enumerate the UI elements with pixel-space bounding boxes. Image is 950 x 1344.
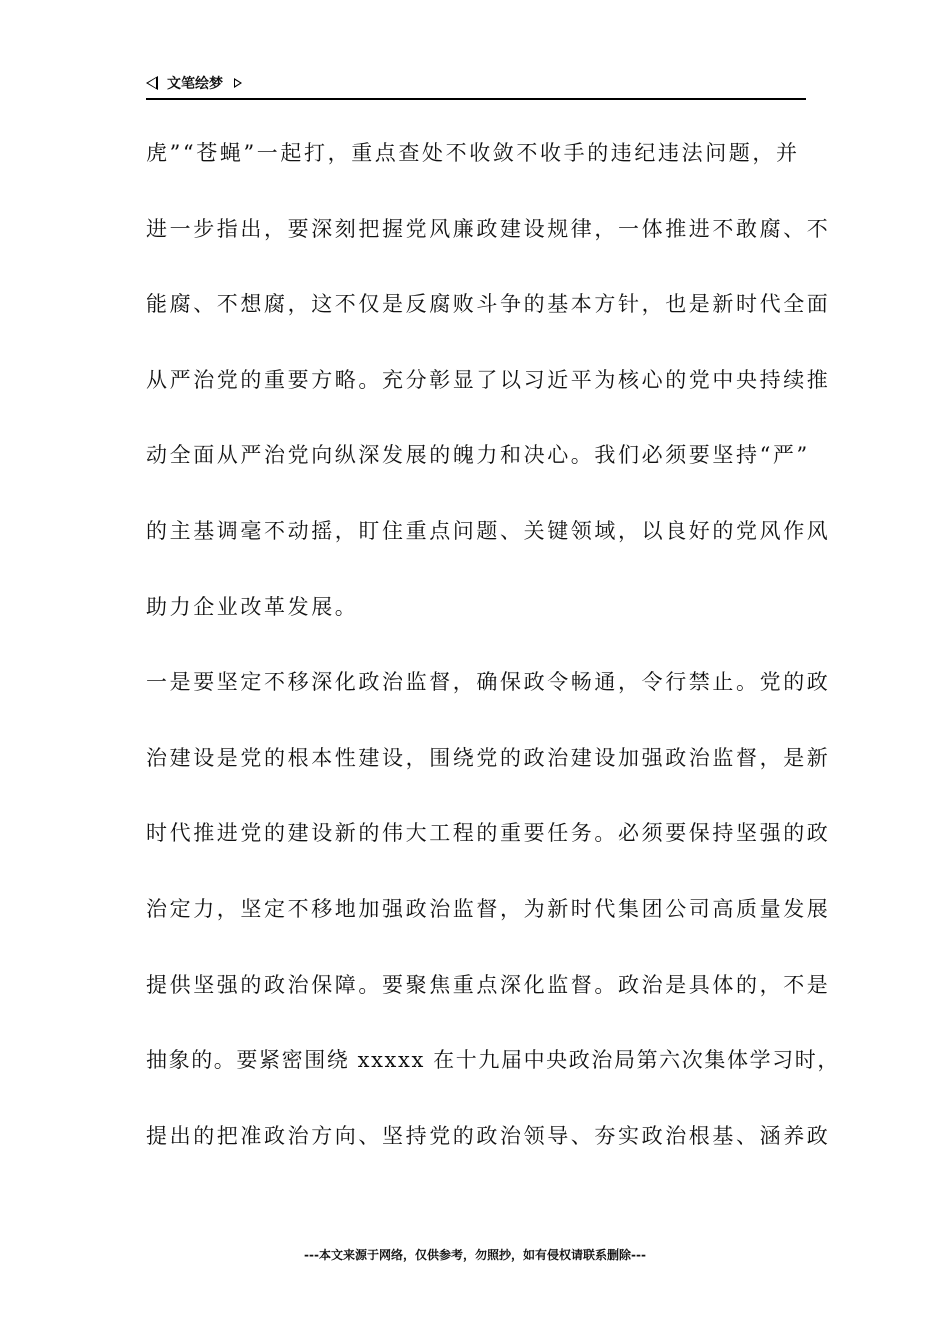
text-line: 治建设是党的根本性建设，围绕党的政治建设加强政治监督，是新 [146, 745, 831, 770]
body-text [146, 130, 840, 1188]
triangle-right-icon [234, 78, 242, 88]
text-line: 提出的把准政治方向、坚持党的政治领导、夯实政治根基、涵养政 [146, 1123, 831, 1148]
footer-disclaimer: ---本文来源于网络，仅供参考，勿照抄，如有侵权请联系删除--- [304, 1248, 646, 1262]
text-line: 助力企业改革发展。 [146, 594, 359, 619]
text-line: 一是要坚定不移深化政治监督，确保政令畅通，令行禁止。党的政 [146, 670, 831, 695]
text-line: 动全面从严治党向纵深发展的魄力和决心。我们必须要坚持“严” [146, 443, 810, 468]
text-line: 进一步指出，要深刻把握党风廉政建设规律，一体推进不敢腐、不 [146, 216, 831, 241]
header-title: 文笔绘梦 [167, 76, 223, 92]
page-header [146, 74, 806, 100]
text-line: 的主基调毫不动摇，盯住重点问题、关键领域，以良好的党风作风 [146, 518, 831, 543]
text-line: 虎”“苍蝇”一起打，重点查处不收敛不收手的违纪违法问题，并 [146, 141, 800, 165]
triangle-left-icon [146, 76, 158, 90]
text-line: 抽象的。要紧密围绕 xxxxx 在十九届中央政治局第六次集体学习时， [146, 1048, 840, 1073]
text-line: 从严治党的重要方略。充分彰显了以习近平为核心的党中央持续推 [146, 367, 831, 392]
text-line: 提供坚强的政治保障。要聚焦重点深化监督。政治是具体的，不是 [146, 972, 831, 997]
text-line: 能腐、不想腐，这不仅是反腐败斗争的基本方针，也是新时代全面 [146, 292, 831, 317]
text-line: 时代推进党的建设新的伟大工程的重要任务。必须要保持坚强的政 [146, 821, 831, 846]
text-line: 治定力，坚定不移地加强政治监督，为新时代集团公司高质量发展 [146, 896, 831, 921]
